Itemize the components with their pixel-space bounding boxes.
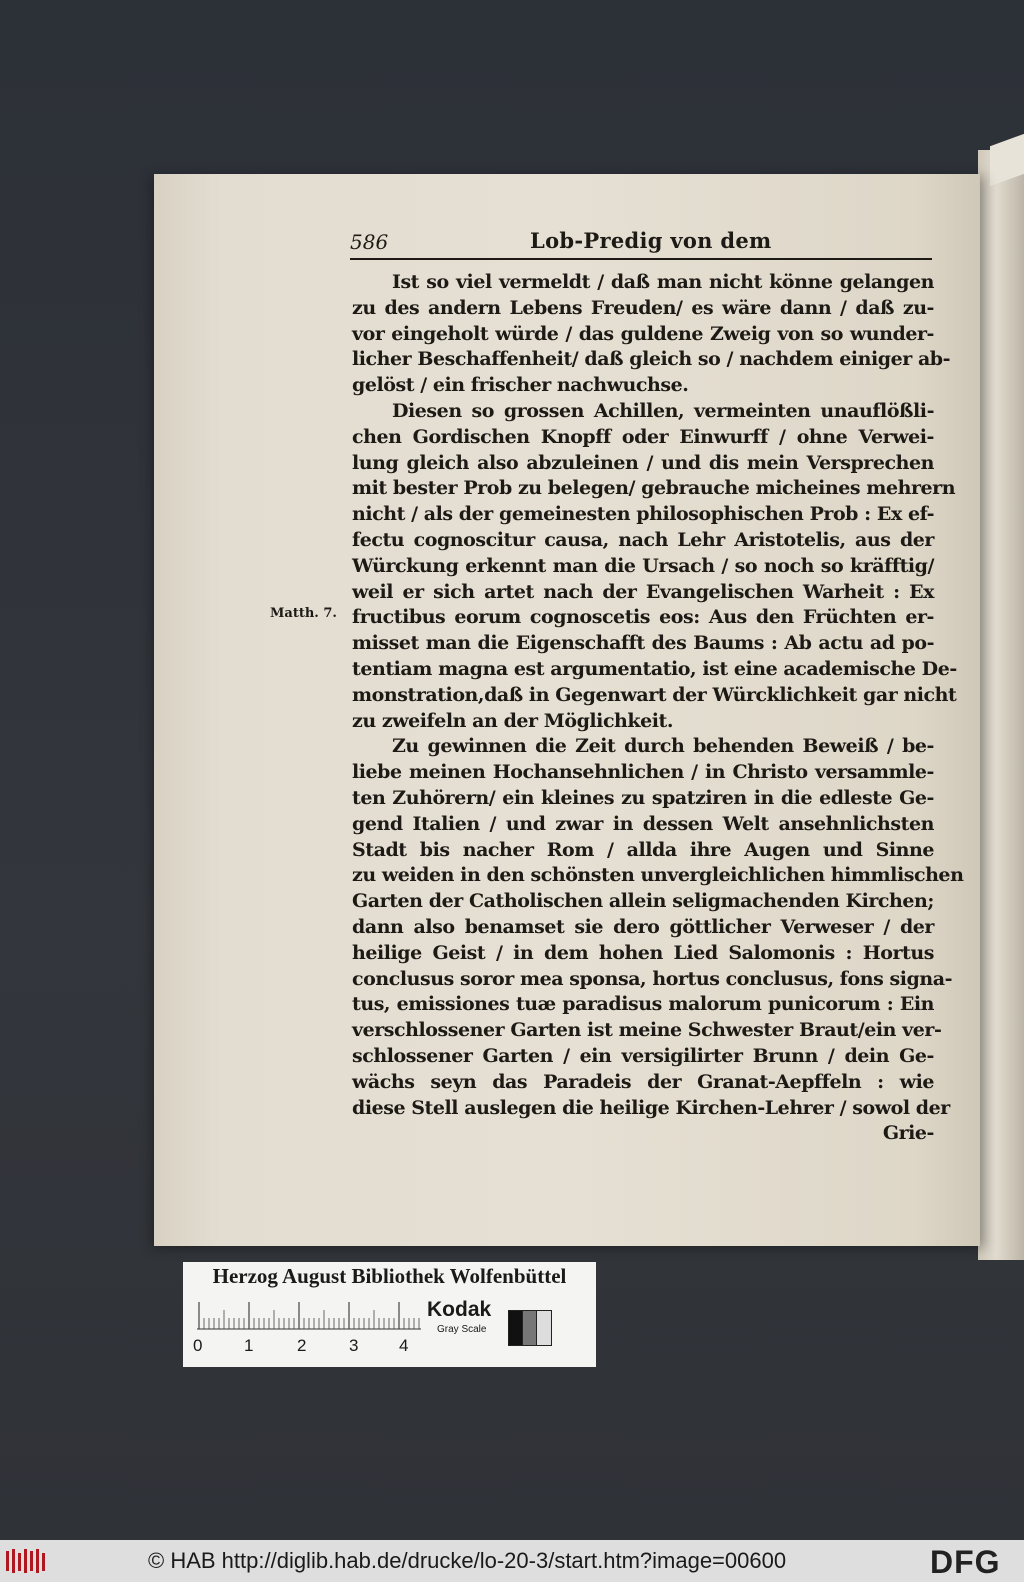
text-line: Würckung erkennt man die Ursach / so noch so kräfftig/ [352, 554, 934, 577]
text-line: gend Italien / und zwar in dessen Welt ansehnlichsten [352, 812, 934, 835]
ruler-number: 3 [349, 1336, 359, 1355]
text-line: liebe meinen Hochansehnlichen / in Christo versammle- [352, 761, 934, 784]
text-line: gelöst / ein frischer nachwuchse. [352, 374, 689, 397]
text-line: zu weiden in den schönsten unvergleichlichen himmlischen [352, 864, 964, 887]
library-card [183, 1262, 596, 1367]
text-line: Stadt bis nacher Rom / allda ihre Augen und Sinne [352, 838, 934, 861]
text-line: chen Gordischen Knopff oder Einwurff / ohne Verwei- [352, 425, 934, 448]
text-line: vor eingeholt würde / das guldene Zweig von so wunder- [352, 322, 934, 345]
gray-scale-label: Gray Scale [437, 1324, 487, 1335]
page-edge [978, 150, 1024, 1260]
gray-swatch [536, 1310, 552, 1346]
page-header [350, 228, 932, 260]
ruler-number: 4 [399, 1336, 409, 1355]
text-line: misset man die Eigenschafft des Baums : Ab actu ad po- [352, 632, 934, 655]
library-title: Herzog August Bibliothek Wolfenbüttel [212, 1264, 567, 1288]
page-number: 586 [350, 230, 389, 254]
text-line: Garten der Catholischen allein seligmachenden Kirchen; [352, 890, 934, 913]
text-line: Grie- [882, 1122, 934, 1145]
text-line: zu zweifeln an der Möglichkeit. [352, 709, 674, 732]
body-text [352, 270, 964, 1147]
text-line: conclusus soror mea sponsa, hortus conclusus, fons signa- [352, 967, 953, 990]
text-line: Zu gewinnen die Zeit durch behenden Beweiß / be- [392, 735, 934, 758]
text-line: Ist so viel vermeldt / daß man nicht könne gelangen [392, 271, 934, 293]
text-line: tus, emissiones tuæ paradisus malorum punicorum : Ein [352, 993, 934, 1016]
ruler-number: 2 [297, 1336, 307, 1355]
margin-note: Matth. 7. [270, 606, 337, 621]
text-line: schlossener Garten / ein versigilirter Brunn / dein Ge- [352, 1044, 934, 1067]
hab-logo-icon [4, 1547, 50, 1575]
text-line: diese Stell auslegen die heilige Kirchen-Lehrer / sowol der [352, 1096, 950, 1119]
text-line: ten Zuhörern/ ein kleines zu spatziren in die edleste Ge- [352, 786, 934, 809]
text-line: lung gleich also abzuleinen / und dis mein Versprechen [352, 451, 934, 474]
footer-bar [0, 1540, 1024, 1582]
text-line: fructibus eorum cognoscetis eos: Aus den Früchten er- [352, 606, 934, 629]
text-line: Diesen so grossen Achillen, vermeinten unauflößli- [392, 399, 934, 422]
book-page [154, 174, 980, 1246]
kodak-brand: Kodak [427, 1298, 492, 1321]
text-line: verschlossener Garten ist meine Schwester Braut/ein ver- [352, 1019, 942, 1042]
dfg-logo: DFG [930, 1544, 1001, 1580]
text-line: fectu cognoscitur causa, nach Lehr Aristotelis, aus der [352, 528, 934, 551]
text-line: dann also benamset sie dero göttlicher Verweser / der [352, 915, 934, 938]
ruler-number: 0 [193, 1336, 203, 1355]
text-line: licher Beschaffenheit/ daß gleich so / nachdem einiger ab- [352, 348, 951, 371]
text-line: tentiam magna est argumentatio, ist eine academische De- [352, 657, 957, 680]
running-head: Lob-Predig von dem [530, 228, 772, 253]
text-line: mit bester Prob zu belegen/ gebrauche micheines mehrern [352, 477, 956, 500]
text-line: heilige Geist / in dem hohen Lied Salomonis : Hortus [352, 941, 934, 964]
footer-credit: © HAB http://diglib.hab.de/drucke/lo-20-3/start.htm?image=00600 [148, 1548, 787, 1573]
text-line: wächs seyn das Paradeis der Granat-Aepffeln : wie [352, 1070, 934, 1093]
text-line: zu des andern Lebens Freuden/ es wäre dann / daß zu- [352, 296, 934, 319]
ruler-number: 1 [244, 1336, 254, 1355]
text-line: nicht / als der gemeinesten philosophischen Prob : Ex ef- [352, 503, 935, 526]
text-line: weil er sich artet nach der Evangelischen Warheit : Ex [352, 580, 934, 603]
ruler [197, 1300, 421, 1330]
text-line: monstration,daß in Gegenwart der Würcklichkeit gar nicht [352, 683, 957, 706]
